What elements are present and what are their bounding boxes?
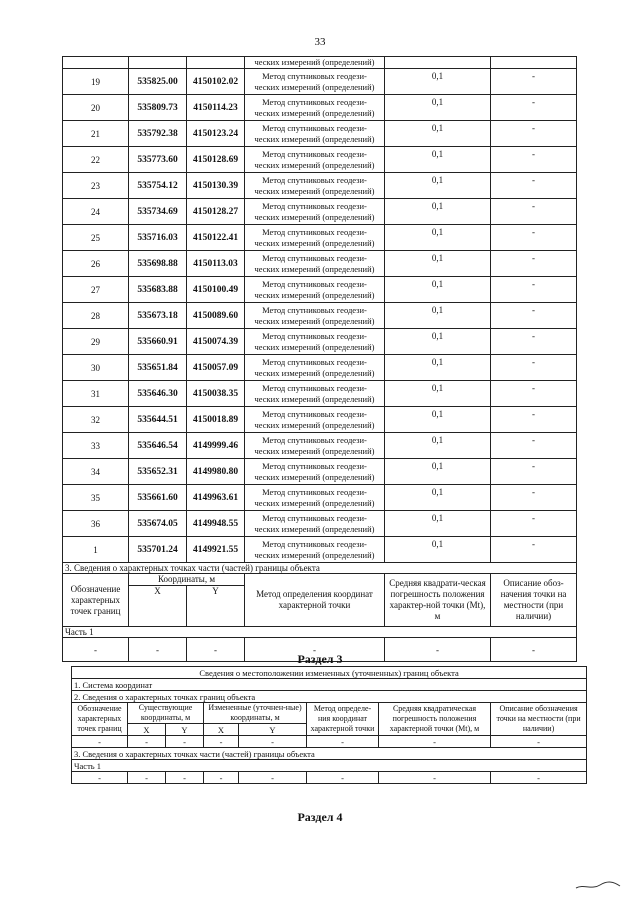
method-line-1: Метод спутниковых геодези- [262, 486, 367, 497]
page-number: 33 [314, 36, 326, 48]
table-row [63, 537, 577, 563]
y-header: Y [166, 724, 204, 736]
section-2-row [72, 691, 587, 703]
description-cell: - [491, 537, 577, 563]
dash-cell: - [307, 772, 379, 784]
part-row [63, 627, 577, 638]
point-number-cell: 34 [63, 459, 129, 485]
description-cell: - [491, 69, 577, 95]
method-line-1: Метод спутниковых геодези- [262, 356, 367, 367]
error-cell: 0,1 [385, 537, 491, 563]
dash-cell: - [491, 772, 587, 784]
x-coordinate-cell: 535825.00 [129, 69, 187, 95]
x-coordinate-cell: 535673.18 [129, 303, 187, 329]
error-cell: 0,1 [385, 69, 491, 95]
table-row [63, 511, 577, 537]
error-cell: 0,1 [385, 303, 491, 329]
x-coordinate-cell: 535701.24 [129, 537, 187, 563]
method-line-2: ческих измерений (определений) [254, 289, 375, 300]
point-number-cell: 29 [63, 329, 129, 355]
error-cell: 0,1 [385, 329, 491, 355]
method-line-1: Метод спутниковых геодези- [262, 70, 367, 81]
method-line-2: ческих измерений (определений) [254, 159, 375, 170]
x-coordinate-cell: 535754.12 [129, 173, 187, 199]
y-coordinate-cell: 4150114.23 [187, 95, 245, 121]
method-cell [245, 95, 385, 121]
r3-dash-row-2 [72, 772, 587, 784]
method-cell [245, 69, 385, 95]
method-cell [245, 459, 385, 485]
description-header: Описание обоз-начения точки на местности (при наличии) [491, 574, 577, 627]
method-cell [245, 485, 385, 511]
s3-header-row-1 [63, 574, 577, 586]
part-label: Часть 1 [63, 627, 577, 638]
method-line-1: Метод спутниковых геодези- [262, 122, 367, 133]
y-coordinate-cell: 4149948.55 [187, 511, 245, 537]
existing-coords-header: Существующие координаты, м [128, 703, 204, 724]
table-row [63, 173, 577, 199]
dash-cell: - [239, 736, 307, 748]
table-row [63, 433, 577, 459]
method-line-2: ческих измерений (определений) [254, 263, 375, 274]
method-line-1: Метод спутниковых геодези- [262, 460, 367, 471]
signature-mark [574, 878, 622, 892]
table-row [63, 95, 577, 121]
dash-cell: - [166, 736, 204, 748]
table-row [63, 303, 577, 329]
method-cell [245, 225, 385, 251]
point-number-cell: 1 [63, 537, 129, 563]
method-cell [245, 251, 385, 277]
point-number-cell: 20 [63, 95, 129, 121]
dash-cell: - [129, 638, 187, 662]
method-cell [245, 355, 385, 381]
table-row [63, 355, 577, 381]
description-cell: - [491, 251, 577, 277]
method-cell [245, 537, 385, 563]
y-coordinate-cell: 4150113.03 [187, 251, 245, 277]
error-header: Средняя квадратическая погрешность положения характерной точки (Mt), м [379, 703, 491, 736]
error-cell: 0,1 [385, 355, 491, 381]
point-number-cell: 36 [63, 511, 129, 537]
table-row [63, 485, 577, 511]
y-coordinate-cell: 4149980.80 [187, 459, 245, 485]
method-header: Метод определения координат характерной точки [245, 574, 385, 627]
table-row [63, 277, 577, 303]
y-coordinate-cell: 4150122.41 [187, 225, 245, 251]
dash-cell: - [385, 638, 491, 662]
razdel-3-table [71, 666, 587, 784]
method-line-2: ческих измерений (определений) [254, 107, 375, 118]
error-cell: 0,1 [385, 121, 491, 147]
method-cell [245, 329, 385, 355]
error-cell: 0,1 [385, 251, 491, 277]
description-cell: - [491, 407, 577, 433]
dash-cell: - [204, 772, 239, 784]
section-2-label: 2. Сведения о характерных точках границ объекта [72, 691, 587, 703]
dash-cell: - [204, 736, 239, 748]
method-line-1: Метод спутниковых геодези- [262, 408, 367, 419]
x-header: X [128, 724, 166, 736]
method-line-2: ческих измерений (определений) [254, 341, 375, 352]
point-number-cell: 27 [63, 277, 129, 303]
x-coordinate-cell: 535646.30 [129, 381, 187, 407]
point-number-cell: 35 [63, 485, 129, 511]
point-number-cell: 26 [63, 251, 129, 277]
y-coordinate-cell: 4150128.27 [187, 199, 245, 225]
method-line-1: Метод спутниковых геодези- [262, 330, 367, 341]
method-cell [245, 173, 385, 199]
method-line-1: Метод спутниковых геодези- [262, 278, 367, 289]
description-cell: - [491, 147, 577, 173]
table-row [63, 199, 577, 225]
method-line-1: Метод спутниковых геодези- [262, 434, 367, 445]
dash-cell: - [491, 638, 577, 662]
table-row [63, 225, 577, 251]
method-cell [245, 199, 385, 225]
coord-system-label: 1. Система координат [72, 679, 587, 691]
method-line-2: ческих измерений (определений) [254, 315, 375, 326]
method-line-1: Метод спутниковых геодези- [262, 304, 367, 315]
point-number-cell: 25 [63, 225, 129, 251]
part-row [72, 760, 587, 772]
method-line-2: ческих измерений (определений) [254, 81, 375, 92]
method-line-2: ческих измерений (определений) [254, 445, 375, 456]
x-coordinate-cell: 535651.84 [129, 355, 187, 381]
dash-cell: - [63, 638, 129, 662]
error-header: Средняя квадрати-ческая погрешность положения характер-ной точки (Mt), м [385, 574, 491, 627]
razdel-4-title: Раздел 4 [297, 810, 343, 824]
x-coordinate-cell: 535652.31 [129, 459, 187, 485]
method-cell [245, 121, 385, 147]
error-cell: 0,1 [385, 277, 491, 303]
table-row [63, 381, 577, 407]
error-cell: 0,1 [385, 433, 491, 459]
razdel-3-title: Раздел 3 [297, 652, 343, 666]
section-3-row [72, 748, 587, 760]
table-row [63, 459, 577, 485]
table-row [63, 69, 577, 95]
x-coordinate-cell: 535661.60 [129, 485, 187, 511]
y-coordinate-cell: 4150057.09 [187, 355, 245, 381]
table-row [63, 407, 577, 433]
method-line-2: ческих измерений (определений) [254, 471, 375, 482]
y-coordinate-cell: 4150100.49 [187, 277, 245, 303]
dash-cell: - [239, 772, 307, 784]
table-row [63, 57, 577, 69]
x-coordinate-cell: 535773.60 [129, 147, 187, 173]
y-coordinate-cell: 4150123.24 [187, 121, 245, 147]
x-coordinate-cell: 535809.73 [129, 95, 187, 121]
table-row [63, 147, 577, 173]
dash-cell: - [379, 736, 491, 748]
method-header: Метод определе-ния координат характерной точки [307, 703, 379, 736]
method-line-2: ческих измерений (определений) [254, 523, 375, 534]
method-line-1: Метод спутниковых геодези- [262, 148, 367, 159]
description-cell: - [491, 433, 577, 459]
r3-header-row-1 [72, 703, 587, 724]
changed-coords-header: Измененные (уточнен-ные) координаты, м [204, 703, 307, 724]
x-coordinate-cell: 535792.38 [129, 121, 187, 147]
y-coordinate-cell: 4149999.46 [187, 433, 245, 459]
method-line-2: ческих измерений (определений) [254, 549, 375, 560]
part-label: Часть 1 [72, 760, 587, 772]
x-coordinate-cell: 535683.88 [129, 277, 187, 303]
point-number-cell: 33 [63, 433, 129, 459]
coord-system-row [72, 679, 587, 691]
description-cell: - [491, 381, 577, 407]
designation-header: Обозначение характерных точек границ [63, 574, 129, 627]
error-cell: 0,1 [385, 173, 491, 199]
error-cell: 0,1 [385, 381, 491, 407]
s3-heading-row [63, 563, 577, 574]
point-number-cell: 22 [63, 147, 129, 173]
method-line-2: ческих измерений (определений) [254, 211, 375, 222]
method-line-1: Метод спутниковых геодези- [262, 96, 367, 107]
error-cell: 0,1 [385, 199, 491, 225]
y-coordinate-cell: 4150018.89 [187, 407, 245, 433]
point-number-cell: 31 [63, 381, 129, 407]
description-cell: - [491, 329, 577, 355]
table-row [63, 251, 577, 277]
description-cell: - [491, 355, 577, 381]
description-cell: - [491, 225, 577, 251]
dash-cell: - [72, 736, 128, 748]
x-coordinate-cell: 535660.91 [129, 329, 187, 355]
description-cell: - [491, 459, 577, 485]
method-cell: ческих измерений (определений) [245, 57, 385, 69]
method-cell [245, 511, 385, 537]
dash-cell: - [166, 772, 204, 784]
dash-cell: - [491, 736, 587, 748]
section-3-label: 3. Сведения о характерных точках части (частей) границы объекта [72, 748, 587, 760]
method-cell [245, 407, 385, 433]
x-coordinate-cell: 535646.54 [129, 433, 187, 459]
x-coordinate-cell: 535716.03 [129, 225, 187, 251]
point-number-cell: 28 [63, 303, 129, 329]
y-header: Y [187, 586, 245, 627]
description-cell: - [491, 485, 577, 511]
x-header: X [204, 724, 239, 736]
method-line-1: Метод спутниковых геодези- [262, 538, 367, 549]
y-coordinate-cell: 4149963.61 [187, 485, 245, 511]
dash-cell: - [245, 638, 385, 662]
point-number-cell: 21 [63, 121, 129, 147]
method-cell [245, 381, 385, 407]
method-line-1: Метод спутниковых геодези- [262, 382, 367, 393]
error-cell: 0,1 [385, 459, 491, 485]
y-header: Y [239, 724, 307, 736]
table-row [63, 329, 577, 355]
description-cell: - [491, 277, 577, 303]
method-line-2: ческих измерений (определений) [254, 133, 375, 144]
point-number-cell: 30 [63, 355, 129, 381]
error-cell: 0,1 [385, 225, 491, 251]
method-line-2: ческих измерений (определений) [254, 419, 375, 430]
razdel-3-subtitle-row [72, 667, 587, 679]
method-line-2: ческих измерений (определений) [254, 497, 375, 508]
method-cell [245, 147, 385, 173]
designation-header: Обозначение характерных точек границ [72, 703, 128, 736]
dash-cell: - [307, 736, 379, 748]
x-coordinate-cell: 535674.05 [129, 511, 187, 537]
description-cell: - [491, 95, 577, 121]
method-cell [245, 277, 385, 303]
coords-header: Координаты, м [129, 574, 245, 586]
coordinates-table [62, 56, 577, 662]
x-coordinate-cell: 535644.51 [129, 407, 187, 433]
dash-cell: - [72, 772, 128, 784]
y-coordinate-cell: 4150089.60 [187, 303, 245, 329]
point-number-cell: 24 [63, 199, 129, 225]
point-number-cell: 23 [63, 173, 129, 199]
error-cell: 0,1 [385, 147, 491, 173]
method-cell [245, 433, 385, 459]
description-cell: - [491, 173, 577, 199]
method-line-2: ческих измерений (определений) [254, 237, 375, 248]
dash-cell: - [128, 736, 166, 748]
s3-heading: 3. Сведения о характерных точках части (частей) границы объекта [63, 563, 577, 574]
dash-cell: - [187, 638, 245, 662]
method-cell [245, 303, 385, 329]
method-line-2: ческих измерений (определений) [254, 393, 375, 404]
error-cell: 0,1 [385, 485, 491, 511]
y-coordinate-cell: 4150038.35 [187, 381, 245, 407]
point-number-cell: 19 [63, 69, 129, 95]
description-header: Описание обозначения точки на местности (при наличии) [491, 703, 587, 736]
r3-dash-row [72, 736, 587, 748]
dash-cell: - [379, 772, 491, 784]
y-coordinate-cell: 4150128.69 [187, 147, 245, 173]
error-cell: 0,1 [385, 511, 491, 537]
method-line-1: Метод спутниковых геодези- [262, 252, 367, 263]
razdel-3-subtitle: Сведения о местоположении измененных (уточненных) границ объекта [72, 667, 587, 679]
y-coordinate-cell: 4150102.02 [187, 69, 245, 95]
method-line-1: Метод спутниковых геодези- [262, 200, 367, 211]
error-cell: 0,1 [385, 407, 491, 433]
error-cell: 0,1 [385, 95, 491, 121]
description-cell: - [491, 199, 577, 225]
method-line-2: ческих измерений (определений) [254, 185, 375, 196]
x-coordinate-cell: 535698.88 [129, 251, 187, 277]
method-line-1: Метод спутниковых геодези- [262, 174, 367, 185]
dash-cell: - [128, 772, 166, 784]
method-line-2: ческих измерений (определений) [254, 367, 375, 378]
table-row [63, 121, 577, 147]
y-coordinate-cell: 4149921.55 [187, 537, 245, 563]
x-header: X [129, 586, 187, 627]
method-line-1: Метод спутниковых геодези- [262, 512, 367, 523]
method-line-1: Метод спутниковых геодези- [262, 226, 367, 237]
description-cell: - [491, 121, 577, 147]
point-number-cell: 32 [63, 407, 129, 433]
y-coordinate-cell: 4150130.39 [187, 173, 245, 199]
y-coordinate-cell: 4150074.39 [187, 329, 245, 355]
x-coordinate-cell: 535734.69 [129, 199, 187, 225]
description-cell: - [491, 511, 577, 537]
description-cell: - [491, 303, 577, 329]
